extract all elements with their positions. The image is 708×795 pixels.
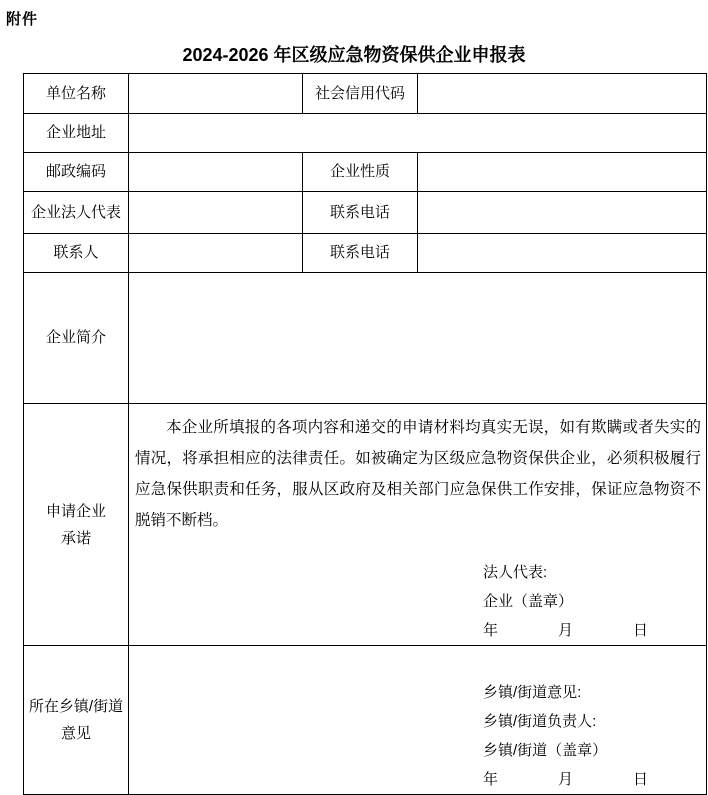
unit-name-label: 单位名称 bbox=[24, 74, 129, 114]
credit-code-field[interactable] bbox=[418, 74, 707, 114]
postal-code-field[interactable] bbox=[129, 153, 303, 192]
township-opinion-cell[interactable] bbox=[129, 646, 707, 795]
township-seal-line: 乡镇/街道（盖章） bbox=[483, 742, 608, 759]
township-label-line1: 所在乡镇/街道 bbox=[28, 698, 124, 715]
profile-field[interactable] bbox=[129, 273, 707, 404]
legal-rep-sign-line: 法人代表: bbox=[483, 564, 548, 581]
township-opinion-label bbox=[24, 646, 129, 795]
address-field[interactable] bbox=[129, 114, 707, 153]
table-row bbox=[24, 192, 707, 234]
application-form-table bbox=[23, 73, 707, 795]
date-line: 年 月 日 bbox=[483, 622, 649, 639]
commitment-text: 本企业所填报的各项内容和递交的申请材料均真实无误，如有欺瞒或者失实的情况，将承担相应的法律责任。如被确定为区级应急物资保供企业，必须积极履行应急保供职责和任务，服从区政府及相关部门应急保供工作安排，保证应急物资不脱销不断档。 bbox=[135, 419, 701, 529]
legal-rep-field[interactable] bbox=[129, 192, 303, 234]
attachment-label: 附件 bbox=[6, 11, 39, 28]
enterprise-nature-field[interactable] bbox=[418, 153, 707, 192]
phone2-label: 联系电话 bbox=[303, 234, 418, 273]
postal-code-label: 邮政编码 bbox=[24, 153, 129, 192]
table-row bbox=[24, 234, 707, 273]
commitment-label-line2: 承诺 bbox=[60, 529, 91, 547]
table-row bbox=[24, 74, 707, 114]
enterprise-nature-label: 企业性质 bbox=[303, 153, 418, 192]
township-signature-block bbox=[483, 678, 704, 794]
phone1-label: 联系电话 bbox=[303, 192, 418, 234]
table-row bbox=[24, 404, 707, 646]
table-row bbox=[24, 273, 707, 404]
enterprise-seal-line: 企业（盖章） bbox=[483, 593, 574, 610]
commitment-label-line1: 申请企业 bbox=[45, 502, 106, 520]
phone2-field[interactable] bbox=[418, 234, 707, 273]
township-label-line2: 意见 bbox=[60, 725, 91, 742]
commitment-signature-block bbox=[483, 558, 704, 645]
township-head-line: 乡镇/街道负责人: bbox=[483, 713, 597, 730]
commitment-label bbox=[24, 404, 129, 646]
table-row bbox=[24, 646, 707, 795]
township-opinion-line: 乡镇/街道意见: bbox=[483, 684, 582, 701]
township-date-line: 年 月 日 bbox=[483, 771, 649, 788]
commitment-cell[interactable] bbox=[129, 404, 707, 646]
address-label: 企业地址 bbox=[24, 114, 129, 153]
unit-name-field[interactable] bbox=[129, 74, 303, 114]
phone1-field[interactable] bbox=[418, 192, 707, 234]
table-row bbox=[24, 114, 707, 153]
credit-code-label: 社会信用代码 bbox=[303, 74, 418, 114]
page-title: 2024-2026 年区级应急物资保供企业申报表 bbox=[182, 45, 526, 65]
contact-person-field[interactable] bbox=[129, 234, 303, 273]
contact-person-label: 联系人 bbox=[24, 234, 129, 273]
profile-label: 企业简介 bbox=[24, 273, 129, 404]
table-row bbox=[24, 153, 707, 192]
legal-rep-label: 企业法人代表 bbox=[24, 192, 129, 234]
